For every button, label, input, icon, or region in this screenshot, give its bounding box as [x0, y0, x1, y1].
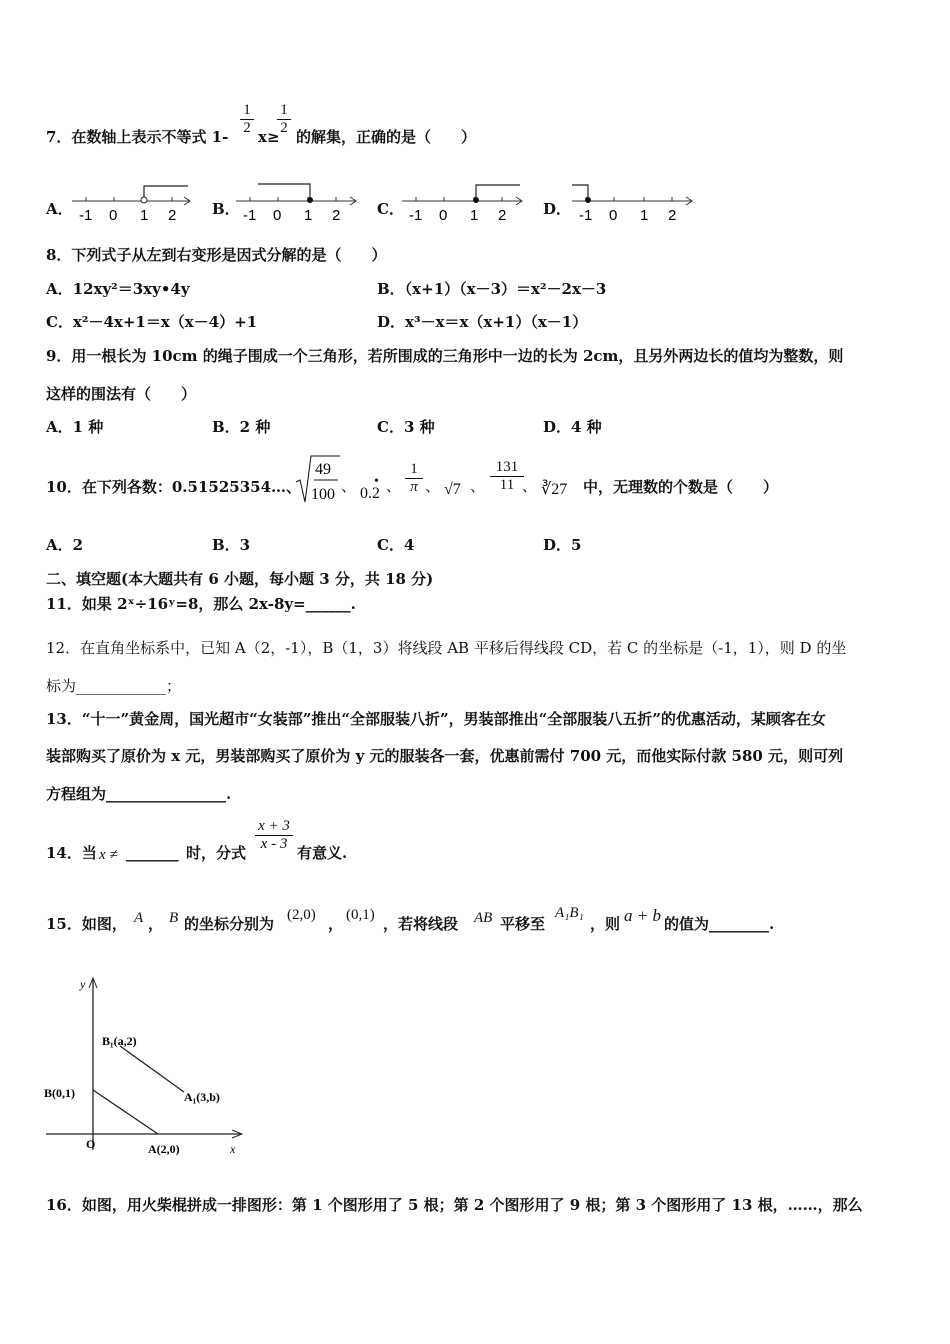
q14-var: x ≠: [99, 847, 118, 863]
q10-option-a: A．2: [46, 536, 84, 554]
q7-option-a-label: A．: [46, 200, 73, 218]
q13-line3: 方程组为________________.: [46, 785, 232, 803]
q9-stem-line1: 9．用一根长为 10cm 的绳子围成一个三角形，若所围成的三角形中一边的长为 2cm，且另外两边长的值均为整数，则: [46, 347, 844, 365]
q10-sep-5: 、: [522, 479, 538, 495]
q7-fraction-2: $\frac{1}{2}$: [277, 102, 291, 137]
q10-option-c: C．4: [377, 536, 415, 554]
q7-option-d-label: D．: [543, 200, 572, 218]
q10-fraction: $\frac{131}{11}$: [490, 459, 524, 494]
q8-option-d: D．x³－x＝x（x+1）（x－1）: [377, 313, 588, 331]
tick-label: 1: [640, 207, 649, 224]
q15-post: 的值为________.: [664, 915, 775, 933]
tick-label: 2: [498, 207, 507, 224]
tick-label: 0: [609, 207, 618, 224]
q10-sqrt-den: 100: [311, 486, 335, 503]
q14-post: 有意义.: [297, 844, 348, 862]
q7-stem-post: 的解集，正确的是（ ）: [296, 128, 477, 146]
q8-option-a: A．12xy²＝3xy•4y: [46, 280, 190, 298]
q15-a: A: [134, 910, 144, 926]
q15-mid3: 平移至: [500, 915, 546, 933]
q10-stem-pre: 10．在下列各数：0.51525354…、: [46, 478, 302, 496]
tick-label: 0: [109, 207, 118, 224]
coordinate-figure: [40, 970, 255, 1165]
q15-b: B: [169, 910, 179, 926]
figure-a1-label: A₁(3,b): [184, 1090, 220, 1104]
tick-label: 1: [470, 207, 479, 224]
q12-line1: 12．在直角坐标系中，已知 A（2，-1），B（1，3）将线段 AB 平移后得线段 CD，若 C 的坐标是（-1，1），则 D 的坐: [46, 639, 847, 657]
q9-option-c: C．3 种: [377, 418, 435, 436]
figure-origin-label: O: [86, 1137, 96, 1151]
tick-label: 1: [304, 207, 313, 224]
q10-sep-2: 、: [386, 479, 402, 495]
q10-sep-1: 、: [341, 479, 357, 495]
q13-line1: 13．“十一”黄金周，国光超市“女装部”推出“全部服装八折”，男装部推出“全部服装八五折”的优惠活动，某顾客在女: [46, 710, 826, 728]
q10-one-over-pi: $\frac{1}{\pi}$: [405, 461, 423, 496]
tick-label: 0: [273, 207, 282, 224]
figure-b1-label: B₁(a,2): [102, 1034, 137, 1048]
number-line-b: [232, 178, 362, 224]
tick-label: 0: [439, 207, 448, 224]
q15-coord-a: (2,0): [287, 907, 316, 923]
tick-label: 2: [332, 207, 341, 224]
number-line-a: [68, 178, 198, 224]
q15-ab: AB: [474, 910, 493, 926]
q16: 16．如图，用火柴棍拼成一排图形：第 1 个图形用了 5 根；第 2 个图形用了 9 根；第 3 个图形用了 13 根，……，那么: [46, 1196, 863, 1214]
q14-blank: _______: [126, 844, 179, 862]
figure-x-label: x: [230, 1142, 236, 1156]
q10-option-d: D．5: [543, 536, 582, 554]
q10-sqrt-fraction: [294, 452, 342, 506]
q15-pre: 15．如图，: [46, 915, 127, 933]
section-2-title: 二、填空题(本大题共有 6 小题，每小题 3 分，共 18 分): [46, 570, 434, 588]
q9-option-a: A．1 种: [46, 418, 104, 436]
q7-fraction-1: $\frac{1}{2}$: [240, 102, 254, 137]
q7-option-c-label: C．: [377, 200, 404, 218]
figure-y-label: y: [80, 977, 86, 991]
q15-a-plus-b: a + b: [624, 906, 661, 925]
tick-label: -1: [409, 207, 423, 224]
q7-option-b-label: B．: [212, 200, 240, 218]
q9-option-b: B．2 种: [212, 418, 271, 436]
q10-sep-4: 、: [470, 479, 486, 495]
q10-sep-3: 、: [425, 479, 441, 495]
q15-a1b1: A₁B₁: [555, 905, 584, 921]
tick-label: -1: [579, 207, 593, 224]
tick-label: 2: [668, 207, 677, 224]
q8-option-c: C．x²－4x+1＝x（x－4）+1: [46, 313, 258, 331]
q7-mid: x≥: [258, 128, 280, 146]
q14-fraction: $\frac{x + 3}{x - 3}$: [255, 818, 293, 853]
q10-sqrt-num: 49: [315, 461, 331, 478]
tick-label: 1: [140, 207, 149, 224]
q15-comma-2: ，: [328, 915, 344, 933]
tick-label: -1: [243, 207, 257, 224]
q10-option-b: B．3: [212, 536, 251, 554]
q9-stem-line2: 这样的围法有（ ）: [46, 385, 197, 403]
q8-stem: 8．下列式子从左到右变形是因式分解的是（ ）: [46, 246, 387, 264]
q14-mid: 时，分式: [186, 844, 247, 862]
q10-stem-post: 中，无理数的个数是（ ）: [583, 478, 779, 496]
q10-sqrt7: √7: [444, 481, 461, 498]
q12-line2: 标为____________；: [46, 677, 182, 695]
tick-label: 2: [168, 207, 177, 224]
q15-mid2: ，若将线段: [383, 915, 459, 933]
q10-cbrt27: ∛27: [541, 481, 568, 498]
figure-a-label: A(2,0): [148, 1142, 180, 1156]
number-line-d: [568, 178, 698, 224]
q15-coord-b: (0,1): [346, 907, 375, 923]
figure-b-label: B(0,1): [44, 1086, 75, 1100]
q15-comma: ，: [148, 915, 164, 933]
q11: 11．如果 2ˣ÷16ʸ=8，那么 2x-8y=______.: [46, 595, 356, 613]
q9-option-d: D．4 种: [543, 418, 602, 436]
number-line-c: [398, 178, 528, 224]
q8-option-b: B．（x+1）（x－3）＝x²－2x－3: [377, 280, 607, 298]
q10-repeating-decimal: • 0.2: [360, 474, 380, 502]
q13-line2: 装部购买了原价为 x 元，男装部购买了原价为 y 元的服装各一套，优惠前需付 700 元，而他实际付款 580 元，则可列: [46, 747, 844, 765]
q15-mid4: ，则: [590, 915, 621, 933]
q14-pre: 14．当: [46, 844, 97, 862]
tick-label: -1: [79, 207, 93, 224]
q15-mid1: 的坐标分别为: [184, 915, 275, 933]
q7-stem: 7．在数轴上表示不等式 1-: [46, 128, 229, 146]
